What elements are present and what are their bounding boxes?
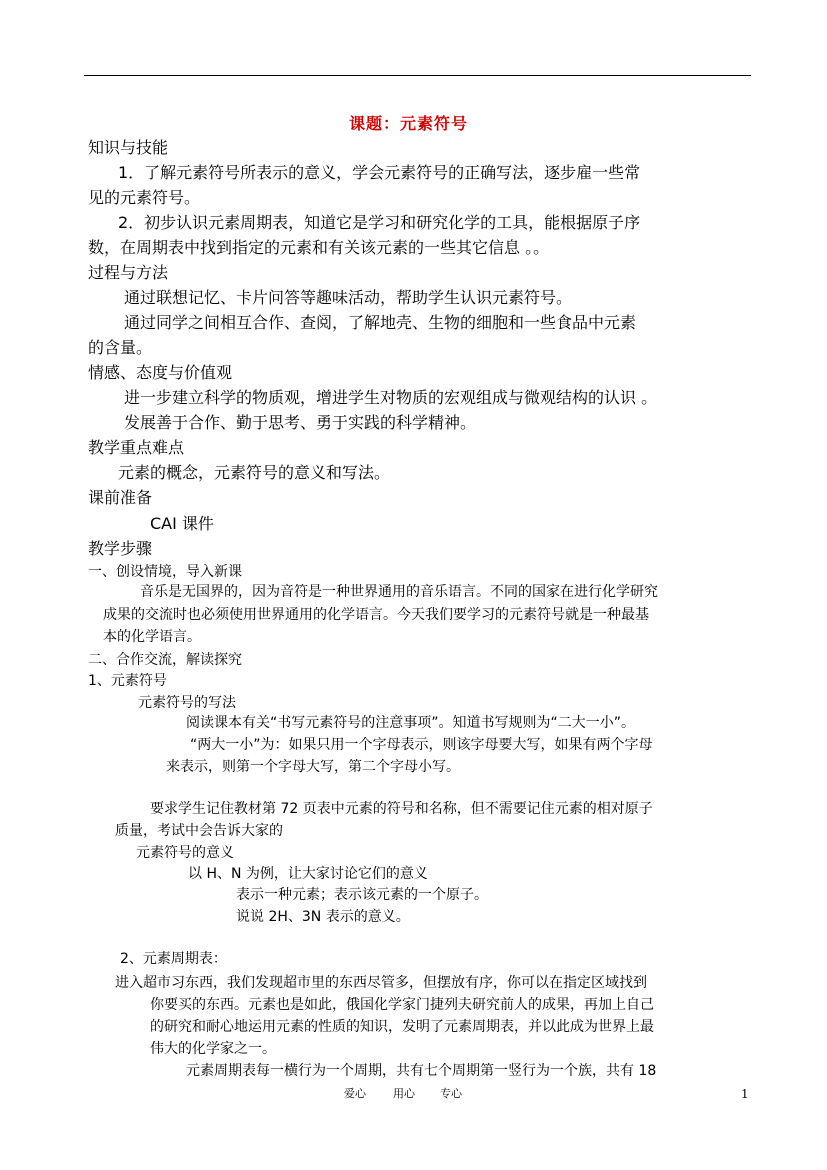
paragraph: CAI 课件	[150, 514, 214, 533]
paragraph: “两大一小”为：如果只用一个字母表示，则该字母要大写，如果有两个字母	[190, 737, 653, 753]
paragraph: 进入超市习东西，我们发现超市里的东西尽管多，但摆放有序，你可以在指定区域找到	[115, 975, 647, 991]
paragraph: 阅读课本有关“书写元素符号的注意事项”。知道书写规则为“二大一小”。	[186, 715, 636, 731]
paragraph: 说说 2H、3N 表示的意义。	[236, 909, 410, 925]
step-heading: 二、合作交流，解读探究	[88, 652, 242, 668]
footer-text: 爱心	[344, 1087, 366, 1100]
paragraph: 1．了解元素符号所表示的意义，学会元素符号的正确写法，逐步雇一些常	[118, 163, 641, 182]
page-number: 1	[741, 1087, 749, 1101]
paragraph: 要求学生记住教材第 72 页表中元素的符号和名称，但不需要记住元素的相对原子	[150, 801, 653, 817]
section-heading-preparation: 课前准备	[88, 488, 153, 507]
paragraph: 成果的交流时也必须使用世界通用的化学语言。今天我们要学习的元素符号就是一种最基	[103, 607, 649, 623]
paragraph: 的研究和耐心地运用元素的性质的知识，发明了元素周期表，并以此成为世界上最	[150, 1019, 654, 1035]
paragraph: 数，在周期表中找到指定的元素和有关该元素的一些其它信息 。。	[88, 238, 550, 257]
paragraph: 进一步建立科学的物质观，增进学生对物质的宏观组成与微观结构的认识 。	[124, 388, 658, 407]
section-heading-knowledge: 知识与技能	[88, 138, 169, 157]
paragraph: 的含量。	[88, 338, 153, 357]
paragraph: 2．初步认识元素周期表，知道它是学习和研究化学的工具，能根据原子序	[118, 213, 641, 232]
section-heading-keypoints: 教学重点难点	[88, 438, 185, 457]
subsection-heading: 2、元素周期表：	[120, 951, 227, 967]
paragraph: 伟大的化学家之一。	[150, 1041, 276, 1057]
paragraph: 元素的概念，元素符号的意义和写法。	[118, 463, 391, 482]
paragraph: 以 H、N 为例，让大家讨论它们的意义	[188, 866, 428, 882]
footer-text: 专心	[440, 1087, 462, 1100]
paragraph: 通过联想记忆、卡片问答等趣味活动，帮助学生认识元素符号。	[124, 288, 573, 307]
lesson-title: 课题：元素符号	[349, 114, 469, 133]
paragraph: 发展善于合作、勤于思考、勇于实践的科学精神。	[124, 413, 477, 432]
header-rule	[84, 75, 751, 76]
paragraph: 元素符号的意义	[136, 845, 234, 861]
paragraph: 质量，考试中会告诉大家的	[115, 823, 283, 839]
step-heading: 一、创设情境，导入新课	[88, 564, 242, 580]
paragraph: 元素周期表每一横行为一个周期，共有七个周期第一竖行为一个族，共有 18	[186, 1063, 657, 1079]
paragraph: 见的元素符号。	[88, 188, 201, 207]
paragraph: 通过同学之间相互合作、查阅，了解地壳、生物的细胞和一些食品中元素	[124, 313, 637, 332]
section-heading-steps: 教学步骤	[88, 539, 153, 558]
paragraph: 表示一种元素；表示该元素的一个原子。	[236, 887, 488, 903]
paragraph: 来表示，则第一个字母大写，第二个字母小写。	[166, 759, 460, 775]
paragraph: 你要买的东西。元素也是如此，俄国化学家门捷列夫研究前人的成果，再加上自己	[150, 997, 654, 1013]
paragraph: 本的化学语言。	[103, 629, 201, 645]
section-heading-process: 过程与方法	[88, 263, 169, 282]
paragraph: 元素符号的写法	[138, 695, 236, 711]
footer-text: 用心	[393, 1087, 415, 1100]
paragraph: 音乐是无国界的，因为音符是一种世界通用的音乐语言。不同的国家在进行化学研究	[140, 584, 658, 600]
subsection-heading: 1、元素符号	[88, 673, 167, 689]
section-heading-attitude: 情感、态度与价值观	[88, 363, 233, 382]
